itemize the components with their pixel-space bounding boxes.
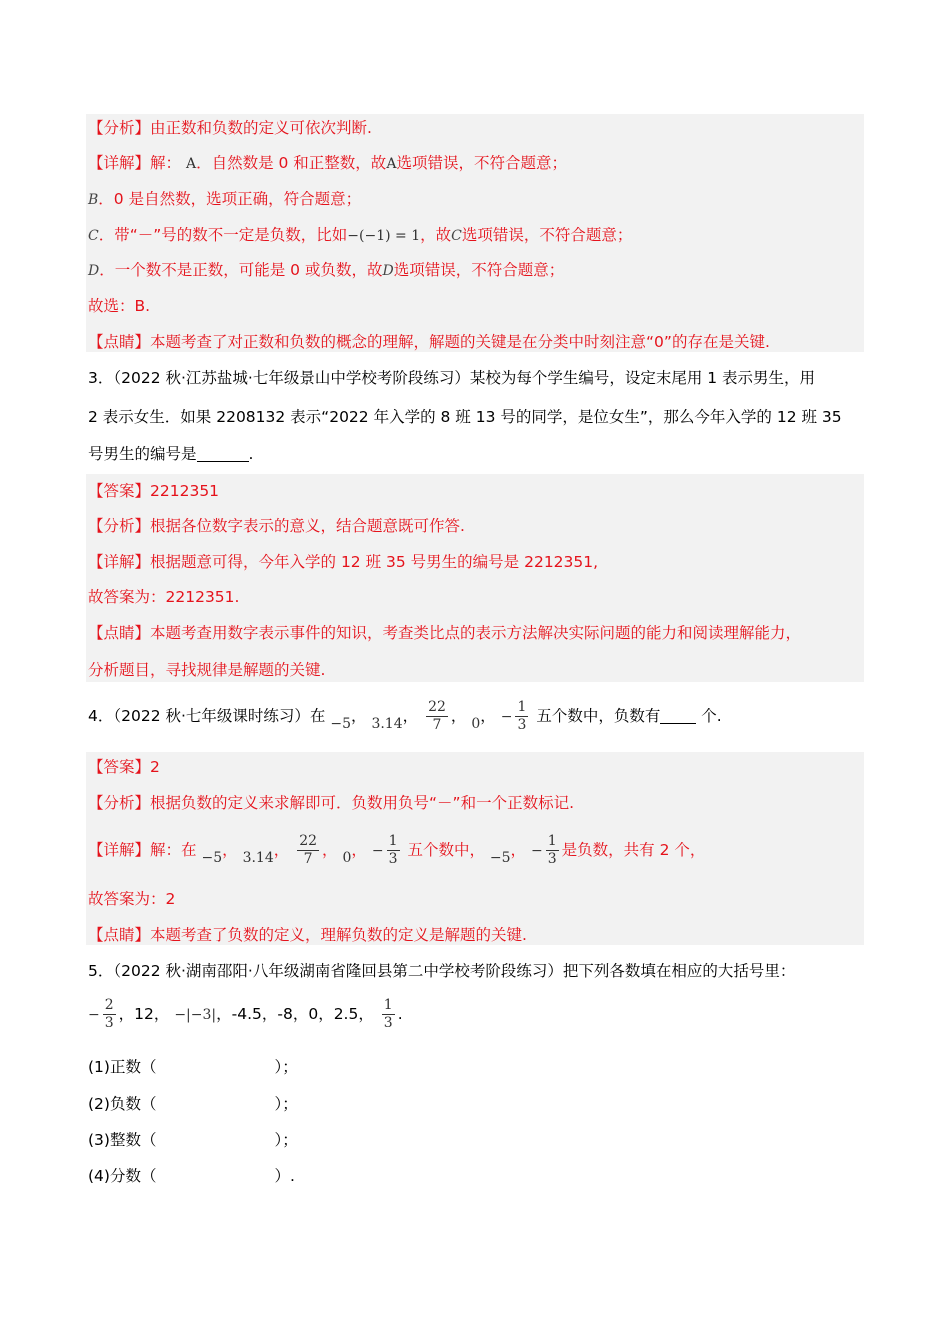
- q3-detail: 【详解】根据题意可得，今年入学的 12 班 35 号男生的编号是 2212351,: [88, 553, 599, 571]
- q3-solution-block: [86, 474, 864, 682]
- q3-analysis: 【分析】根据各位数字表示的意义，结合题意既可作答.: [88, 517, 465, 535]
- q3-stem-line3: 号男生的编号是 .: [88, 445, 254, 463]
- q5-item-fraction: (4)分数（ ）.: [88, 1167, 295, 1185]
- q5-item-integer: (3)整数（ ）；: [88, 1131, 298, 1149]
- q3-conclusion: 故答案为：2212351.: [88, 588, 240, 606]
- fraction-22-7: $\frac{22}{7}$: [428, 699, 446, 733]
- q4-comment: 【点睛】本题考查了负数的定义，理解负数的定义是解题的关键.: [88, 926, 527, 944]
- answer-blank: [197, 445, 249, 462]
- answer-blank: [660, 707, 696, 724]
- q4-answer: 【答案】2: [88, 758, 160, 776]
- q2-detail-a: 【详解】解： A．自然数是 0 和正整数，故A选项错误，不符合题意；: [88, 154, 567, 172]
- q3-comment: 【点睛】本题考查用数字表示事件的知识，考查类比点的表示方法解决实际问题的能力和阅读理解能力，: [88, 624, 802, 642]
- q2-conclusion: 故选：B.: [88, 297, 151, 315]
- q3-stem-line1: 3．（2022 秋·江苏盐城·七年级景山中学校考阶段练习）某校为每个学生编号，设定末尾用 1 表示男生，用: [88, 369, 816, 387]
- q4-detail: 【详解】解：在 −5， 3.14， $\frac{22}{7}$ ， 0， − $\frac{1}{3}$ 五个数中， −5， − $\frac{1}{3}$ 是负数，共有 2 个，: [88, 833, 706, 867]
- q3-comment-line2: 分析题目，寻找规律是解题的关键.: [88, 661, 326, 679]
- q5-item-negative: (2)负数（ ）；: [88, 1095, 298, 1113]
- q2-comment: 【点睛】本题考查了对正数和负数的概念的理解，解题的关键是在分类中时刻注意“0”的存在是关键.: [88, 333, 770, 351]
- q2-detail-c: C．带“－”号的数不一定是负数，比如−(−1) = 1，故C选项错误，不符合题意；: [88, 226, 633, 244]
- q2-detail-d: D．一个数不是正数，可能是 0 或负数，故D选项错误，不符合题意；: [88, 261, 565, 279]
- q2-analysis: 【分析】由正数和负数的定义可依次判断.: [88, 119, 372, 137]
- q4-conclusion: 故答案为：2: [88, 890, 176, 908]
- q5-item-positive: (1)正数（ ）；: [88, 1058, 298, 1076]
- q5-stem: 5．（2022 秋·湖南邵阳·八年级湖南省隆回县第二中学校考阶段练习）把下列各数填在相应的大括号里：: [88, 962, 796, 980]
- q2-detail-b: B．0 是自然数，选项正确，符合题意；: [88, 190, 362, 208]
- fraction-1-3: $\frac{1}{3}$: [517, 699, 527, 733]
- q5-numbers: − $\frac{2}{3}$ ，12， −|−3|，-4.5，-8，0，2.5， $\frac{1}{3}$ .: [88, 997, 403, 1031]
- q4-analysis: 【分析】根据负数的定义来求解即可．负数用负号“－”和一个正数标记.: [88, 794, 575, 812]
- q3-answer: 【答案】2212351: [88, 482, 220, 500]
- q4-stem: 4．（2022 秋·七年级课时练习）在 −5， 3.14， $\frac{22}{7}$ ， 0， − $\frac{1}{3}$ 五个数中，负数有 个.: [88, 699, 722, 733]
- q3-stem-line2: 2 表示女生．如果 2208132 表示“2022 年入学的 8 班 13 号的同学，是位女生”，那么今年入学的 12 班 35: [88, 408, 842, 426]
